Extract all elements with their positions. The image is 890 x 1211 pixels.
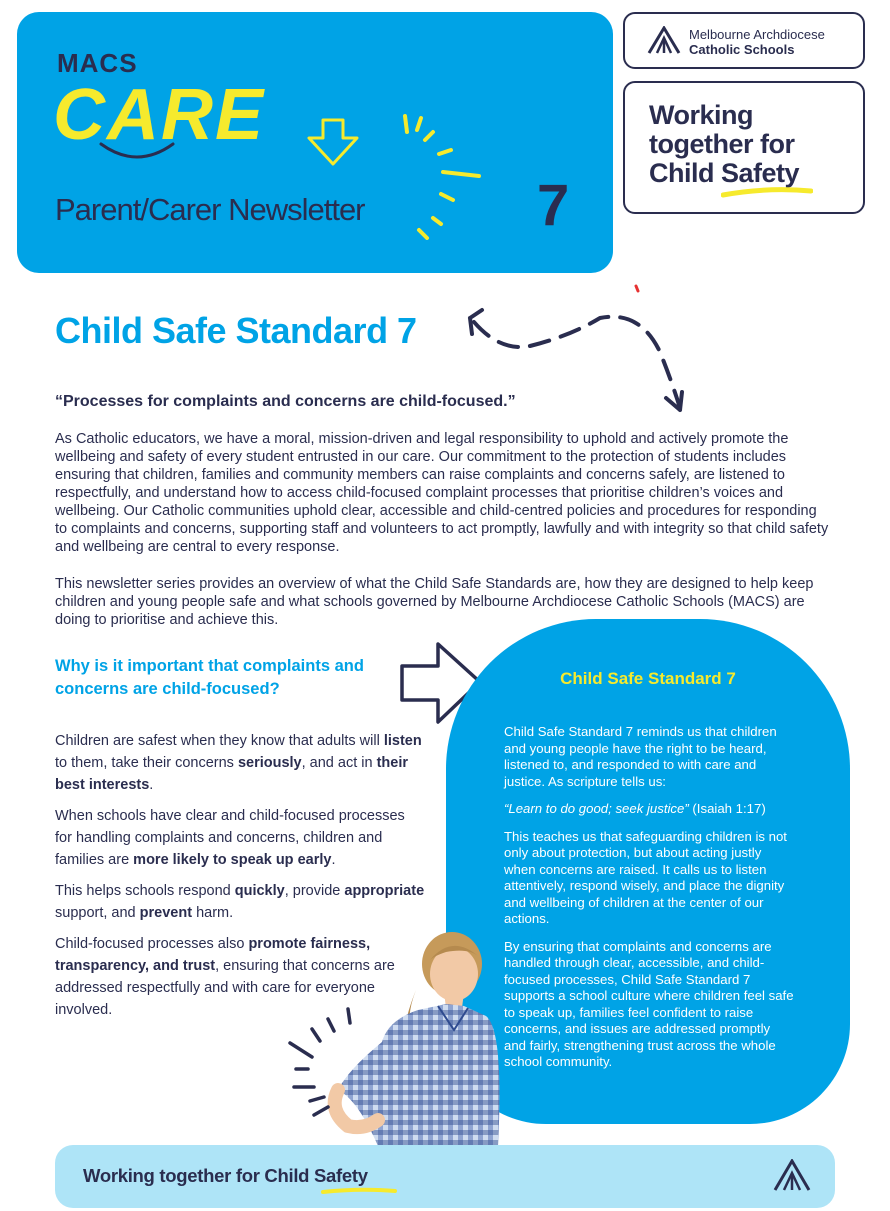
- text-span: Child-focused processes also: [55, 936, 249, 952]
- yellow-underline-icon: [321, 1186, 397, 1196]
- yellow-underline-icon: [721, 185, 813, 199]
- footer-tagline: Working together for Child Safety: [83, 1165, 368, 1186]
- emphasis-text: appropriate: [344, 883, 425, 899]
- page-title: Child Safe Standard 7: [55, 310, 417, 351]
- panel-paragraph-2: This teaches us that safeguarding children is not only about protection, but about acting justly when concerns are raised. It calls us to listen attentively, respond wisely, and place the dignity and wellbeing of children at the center of our actions.: [504, 828, 787, 926]
- standard-quote: “Processes for complaints and concerns are child-focused.”: [55, 393, 516, 410]
- organisation-name-line1: Melbourne Archdiocese: [689, 27, 825, 42]
- text-span: This helps schools respond: [55, 883, 235, 899]
- emphasis-text: prevent: [139, 905, 193, 921]
- tagline-line2: together for: [649, 129, 795, 159]
- text-span: , ensuring that concerns are addressed respectfully and with care for everyone involved.: [55, 958, 395, 1018]
- organisation-name: [689, 27, 825, 57]
- down-arrow-icon: [305, 116, 361, 168]
- panel-scripture: [504, 801, 794, 818]
- newsletter-header: [17, 12, 613, 273]
- why-paragraph-2: [55, 805, 425, 871]
- text-span: , and act in: [301, 755, 377, 771]
- panel-title: Child Safe Standard 7: [560, 669, 736, 688]
- organisation-name-line2: Catholic Schools: [689, 42, 795, 57]
- panel-paragraph-3: By ensuring that complaints and concerns are handled through clear, accessible, and child-focused processes, Child Safe Standard 7 supports a school culture where children feel safe to speak up, families feel confident to raise concerns, and issues are addressed promptly and fairly, strengthening trust across the whole school community.: [504, 938, 794, 1069]
- text-span: .: [149, 777, 154, 793]
- mountain-logo-icon: [773, 1159, 811, 1191]
- text-span: .: [331, 852, 336, 868]
- panel-body: [504, 724, 794, 1082]
- emphasis-text: promote fairness, transparency, and trust: [55, 936, 371, 974]
- macs-logo: MACS: [57, 48, 138, 78]
- section-heading-why: Why is it important that complaints and concerns are child-focused?: [55, 657, 364, 698]
- emphasis-text: listen: [383, 733, 422, 749]
- macs-logo-box: [623, 12, 865, 69]
- emphasis-text: more likely to speak up early: [133, 852, 332, 868]
- why-paragraph-1: [55, 730, 425, 796]
- text-span: harm.: [192, 905, 234, 921]
- mountain-logo-icon: [647, 26, 681, 54]
- footer-banner: [55, 1145, 835, 1208]
- text-span: When schools have clear and child-focused processes for handling complaints and concerns, children and families are: [55, 808, 405, 868]
- scripture-reference: (Isaiah 1:17): [688, 801, 766, 816]
- sparkle-icon: [284, 1005, 364, 1125]
- text-span: , provide: [284, 883, 345, 899]
- why-paragraph-3: [55, 880, 425, 924]
- panel-paragraph-1: Child Safe Standard 7 reminds us that children and young people have the right to be heard, listened to, and responded to with care and justice. As scripture tells us:: [504, 724, 777, 789]
- smile-icon: [97, 140, 177, 164]
- tagline-box: [623, 81, 865, 214]
- issue-number: 7: [537, 173, 570, 238]
- tagline-line3: Child Safety: [649, 158, 800, 188]
- emphasis-text: quickly: [234, 883, 285, 899]
- text-span: to them, take their concerns: [55, 755, 238, 771]
- intro-paragraph-1: As Catholic educators, we have a moral, mission-driven and legal responsibility to uphold and actively promote the wellbeing and safety of every student entrusted in our care. Our commitment to the protection of students includes ensuring that children, families and community members can raise complaints and concerns safely, are listened to respectfully, and understand how to access child-focused complaint processes that prioritise children’s voices and wellbeing. Our Catholic communities uphold clear, accessible and child-centred policies and procedures for responding to complaints and concerns, supporting staff and volunteers to act promptly, lawfully and with integrity so that child safety and wellbeing are central to every response.: [55, 431, 829, 555]
- text-span: Children are safest when they know that adults will: [55, 733, 384, 749]
- scripture-quote: “Learn to do good; seek justice”: [504, 801, 689, 816]
- sparkle-icon: [395, 110, 487, 240]
- tagline: [649, 101, 799, 188]
- care-logo: CARE: [53, 75, 266, 155]
- intro-paragraph-2: This newsletter series provides an overview of what the Child Safe Standards are, how they are designed to help keep children and young people safe and what schools governed by Melbourne Archdiocese Catholic Schools (MACS) are doing to prioritise and achieve this.: [55, 576, 814, 628]
- emphasis-text: seriously: [237, 755, 302, 771]
- emphasis-text: their best interests: [55, 755, 409, 793]
- newsletter-title: Parent/Carer Newsletter: [55, 192, 365, 227]
- text-span: support, and: [55, 905, 140, 921]
- tagline-line1: Working: [649, 100, 753, 130]
